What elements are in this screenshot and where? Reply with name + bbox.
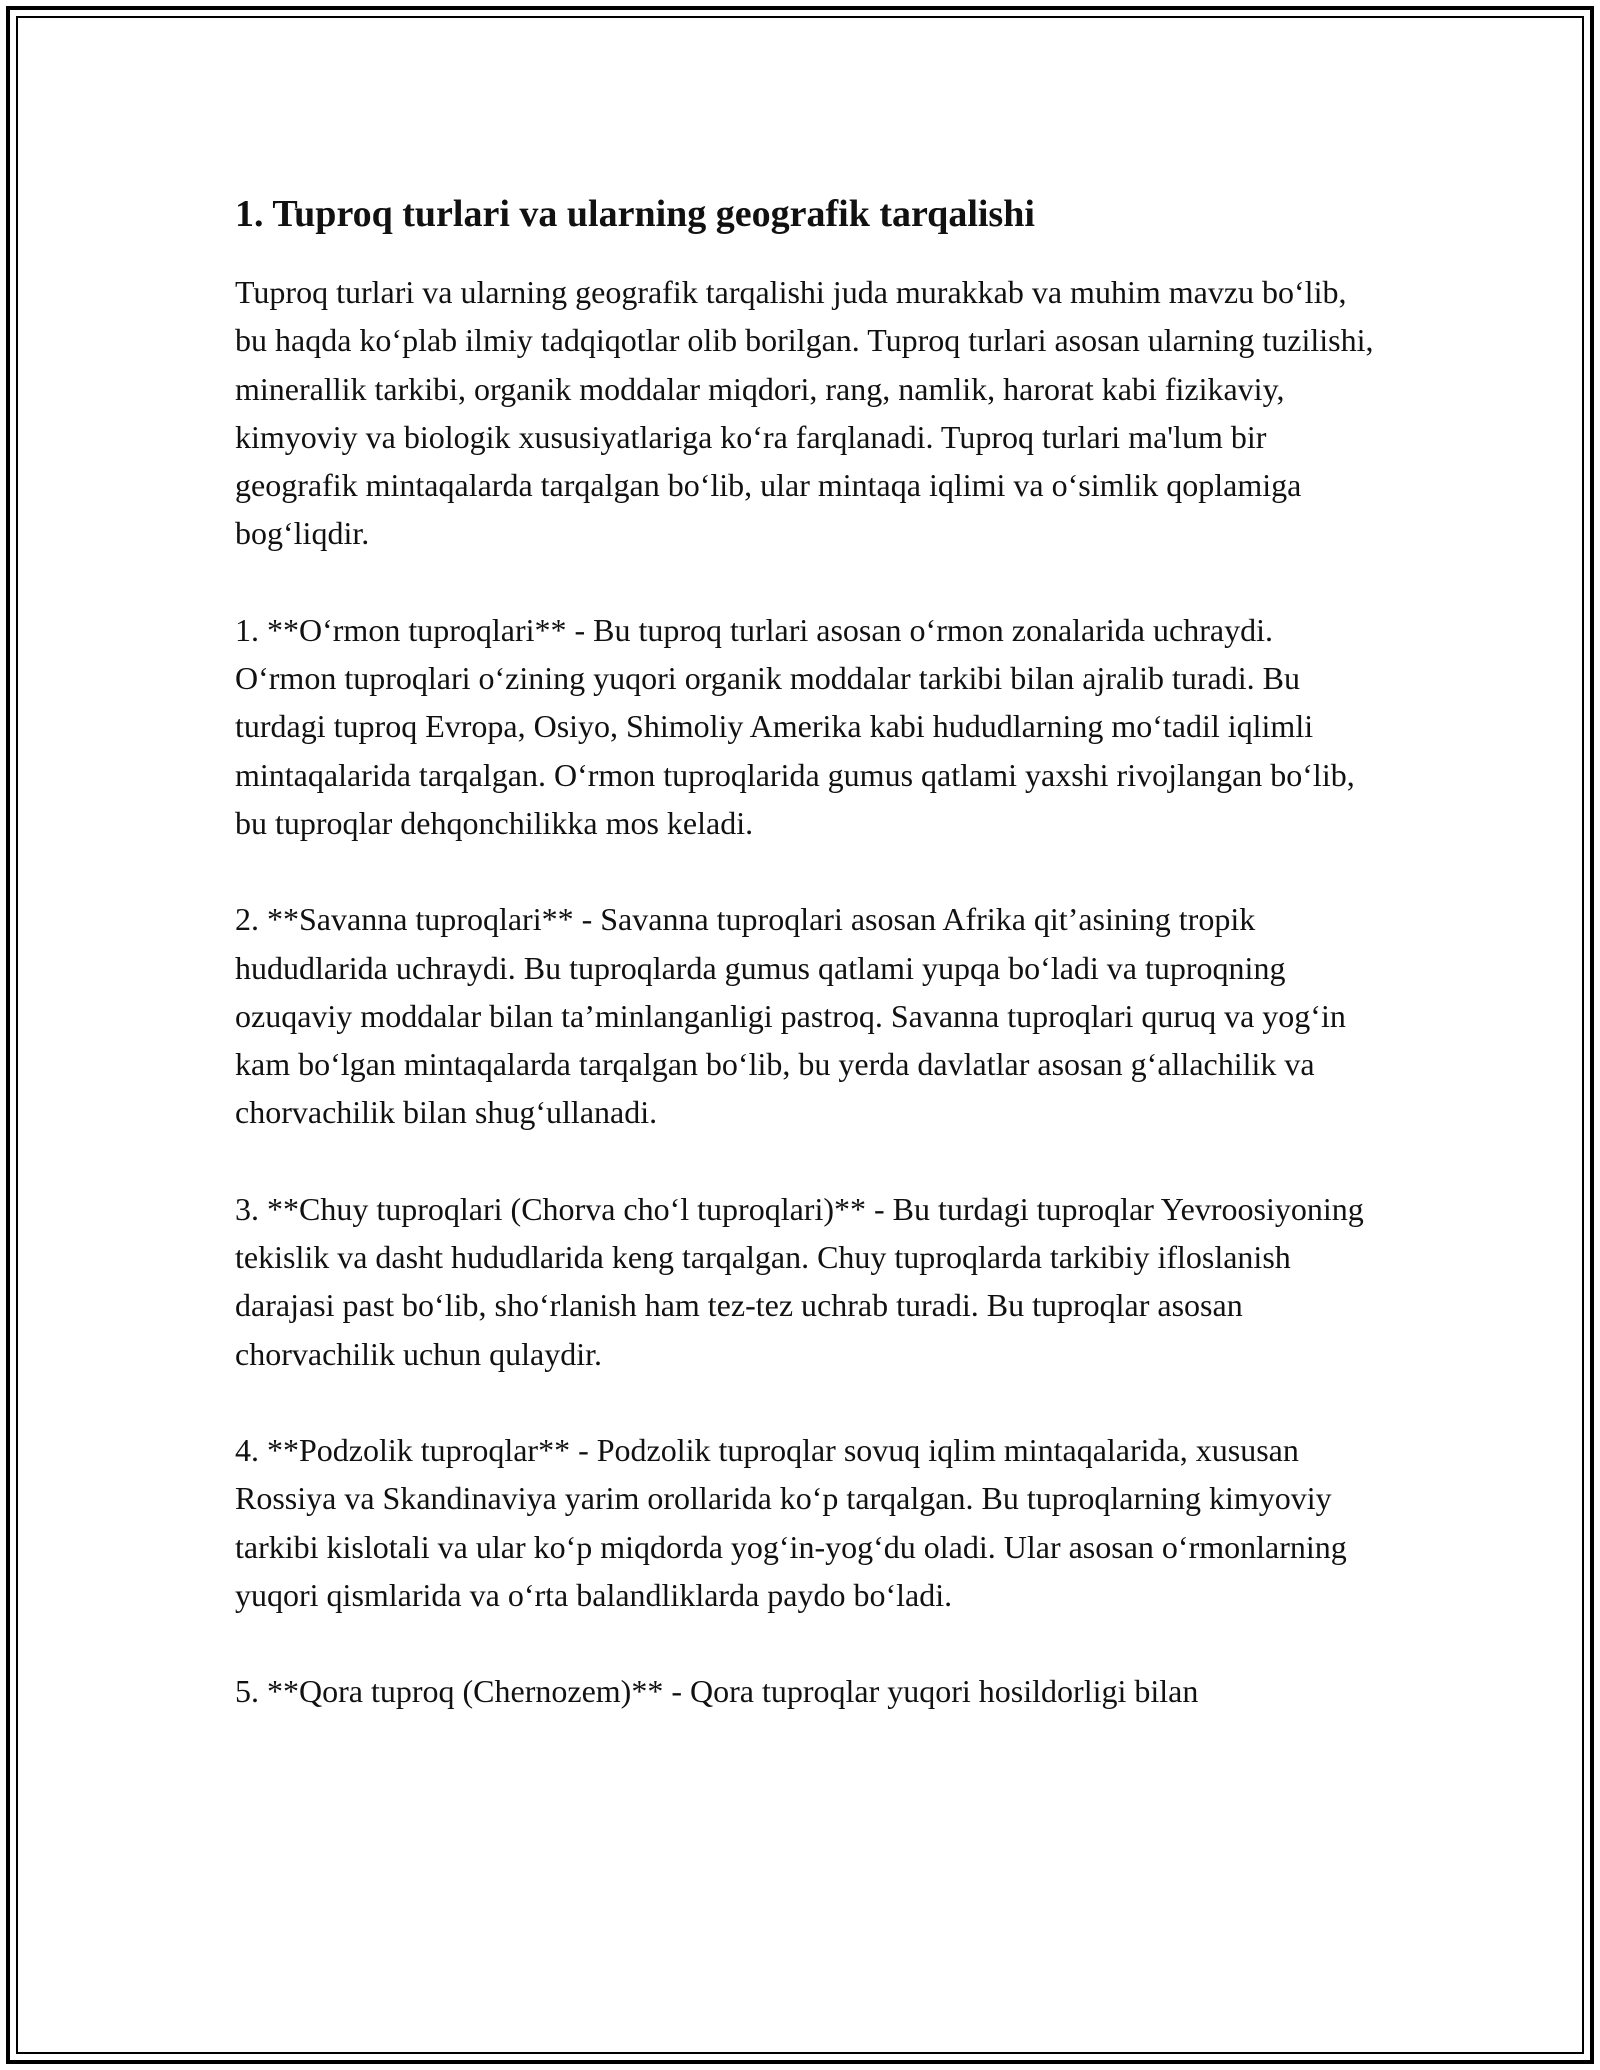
document-body — [235, 190, 1375, 1763]
intro-paragraph: Tuproq turlari va ularning geografik tarqalishi juda murakkab va muhim mavzu bo‘lib, bu haqda ko‘plab ilmiy tadqiqotlar olib borilgan. Tuproq turlari asosan ularning tuzilishi, minerallik tarkibi, organik moddalar miqdori, rang, namlik, harorat kabi fizikaviy, kimyoviy va biologik xususiyatlariga ko‘ra farqlanadi. Tuproq turlari ma'lum bir geografik mintaqalarda tarqalgan bo‘lib, ular mintaqa iqlimi va o‘simlik qoplamiga bog‘liqdir. — [235, 274, 1374, 552]
section-heading: 1. Tuproq turlari va ularning geografik tarqalishi — [235, 193, 1035, 235]
paragraph-chernozem: 5. **Qora tuproq (Chernozem)** - Qora tuproqlar yuqori hosildorligi bilan — [235, 1673, 1199, 1710]
paragraph-chuy-soils: 3. **Chuy tuproqlari (Chorva cho‘l tuproqlari)** - Bu turdagi tuproqlar Yevroosiyoning tekislik va dasht hududlarida keng tarqalgan. Chuy tuproqlarda tarkibiy ifloslanish darajasi past bo‘lib, sho‘rlanish ham tez-tez uchrab turadi. Bu tuproqlar asosan chorvachilik uchun qulaydir. — [235, 1190, 1364, 1372]
paragraph-savanna-soils: 2. **Savanna tuproqlari** - Savanna tuproqlari asosan Afrika qit’asining tropik hududlarida uchraydi. Bu tuproqlarda gumus qatlami yupqa bo‘ladi va tuproqning ozuqaviy moddalar bilan ta’minlanganligi pastroq. Savanna tuproqlari quruq va yog‘in kam bo‘lgan mintaqalarda tarqalgan bo‘lib, bu yerda davlatlar asosan g‘allachilik va chorvachilik bilan shug‘ullanadi. — [235, 901, 1346, 1131]
paragraph-forest-soils: 1. **O‘rmon tuproqlari** - Bu tuproq turlari asosan o‘rmon zonalarida uchraydi. O‘rmon tuproqlari o‘zining yuqori organik moddalar tarkibi bilan ajralib turadi. Bu turdagi tuproq Evropa, Osiyo, Shimoliy Amerika kabi hududlarning mo‘tadil iqlimli mintaqalarida tarqalgan. O‘rmon tuproqlarida gumus qatlami yaxshi rivojlangan bo‘lib, bu tuproqlar dehqonchilikka mos keladi. — [235, 611, 1355, 841]
paragraph-podzolic-soils: 4. **Podzolik tuproqlar** - Podzolik tuproqlar sovuq iqlim mintaqalarida, xususan Rossiya va Skandinaviya yarim orollarida ko‘p tarqalgan. Bu tuproqlarning kimyoviy tarkibi kislotali va ular ko‘p miqdorda yog‘in-yog‘du oladi. Ular asosan o‘rmonlarning yuqori qismlarida va o‘rta balandliklarda paydo bo‘ladi. — [235, 1431, 1347, 1613]
